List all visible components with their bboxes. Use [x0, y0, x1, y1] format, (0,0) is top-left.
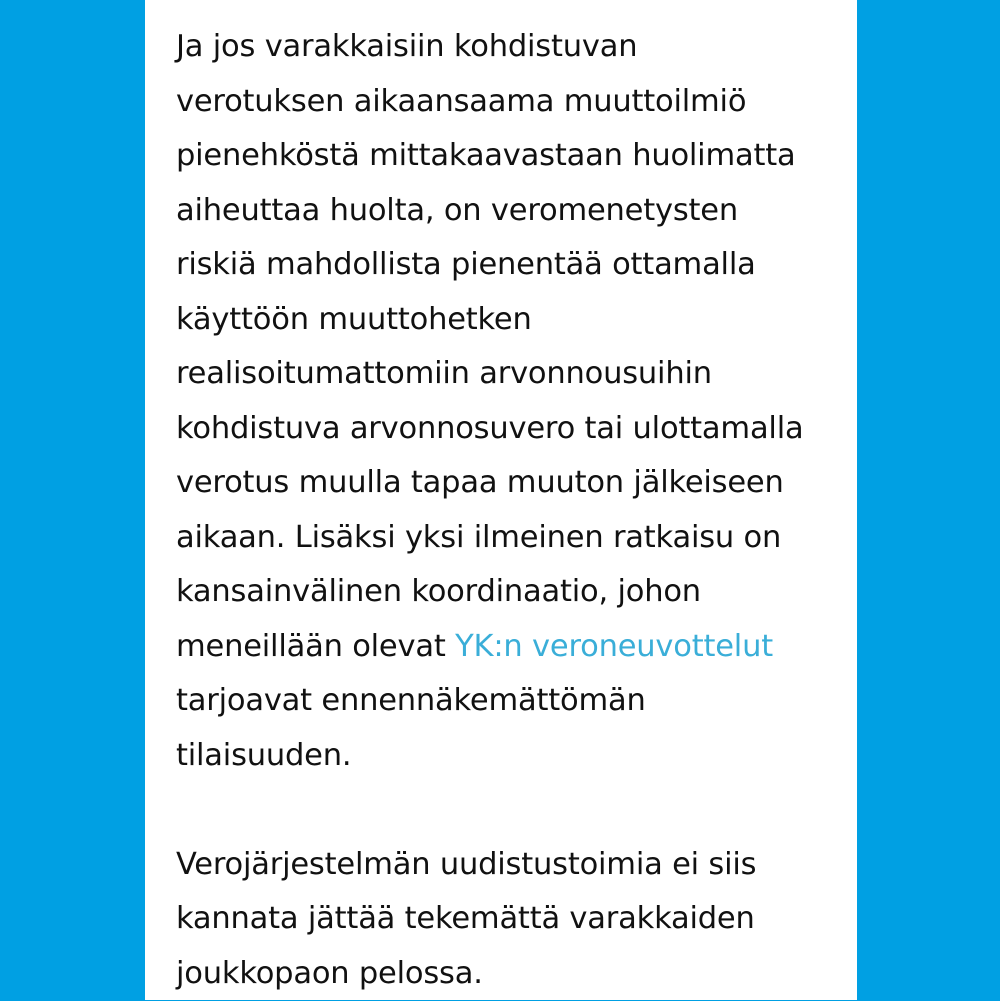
text-line: kansainvälinen koordinaatio, johon	[176, 565, 856, 620]
text-line-with-link	[176, 620, 856, 675]
paragraph-gap	[176, 783, 856, 838]
link-prefix: meneillään olevat	[176, 629, 455, 664]
text-line: aikaan. Lisäksi yksi ilmeinen ratkaisu on	[176, 511, 856, 566]
text-line: aiheuttaa huolta, on veromenetysten	[176, 184, 856, 239]
text-line: realisoitumattomiin arvonnousuihin	[176, 347, 856, 402]
un-tax-negotiations-link[interactable]: YK:n veroneuvottelut	[455, 629, 773, 664]
paragraph-2	[176, 838, 856, 1001]
paragraph-1	[176, 20, 856, 783]
article-text	[176, 20, 856, 1001]
text-line: Verojärjestelmän uudistustoimia ei siis	[176, 838, 856, 893]
text-line: kannata jättää tekemättä varakkaiden	[176, 892, 856, 947]
text-line: riskiä mahdollista pienentää ottamalla	[176, 238, 856, 293]
text-line: käyttöön muuttohetken	[176, 293, 856, 348]
text-line: verotuksen aikaansaama muuttoilmiö	[176, 75, 856, 130]
text-line: joukkopaon pelossa.	[176, 947, 856, 1001]
text-line: kohdistuva arvonnosuvero tai ulottamalla	[176, 402, 856, 457]
text-line: verotus muulla tapaa muuton jälkeiseen	[176, 456, 856, 511]
text-line: tarjoavat ennennäkemättömän	[176, 674, 856, 729]
text-line: tilaisuuden.	[176, 729, 856, 784]
text-line: Ja jos varakkaisiin kohdistuvan	[176, 20, 856, 75]
text-line: pienehköstä mittakaavastaan huolimatta	[176, 129, 856, 184]
